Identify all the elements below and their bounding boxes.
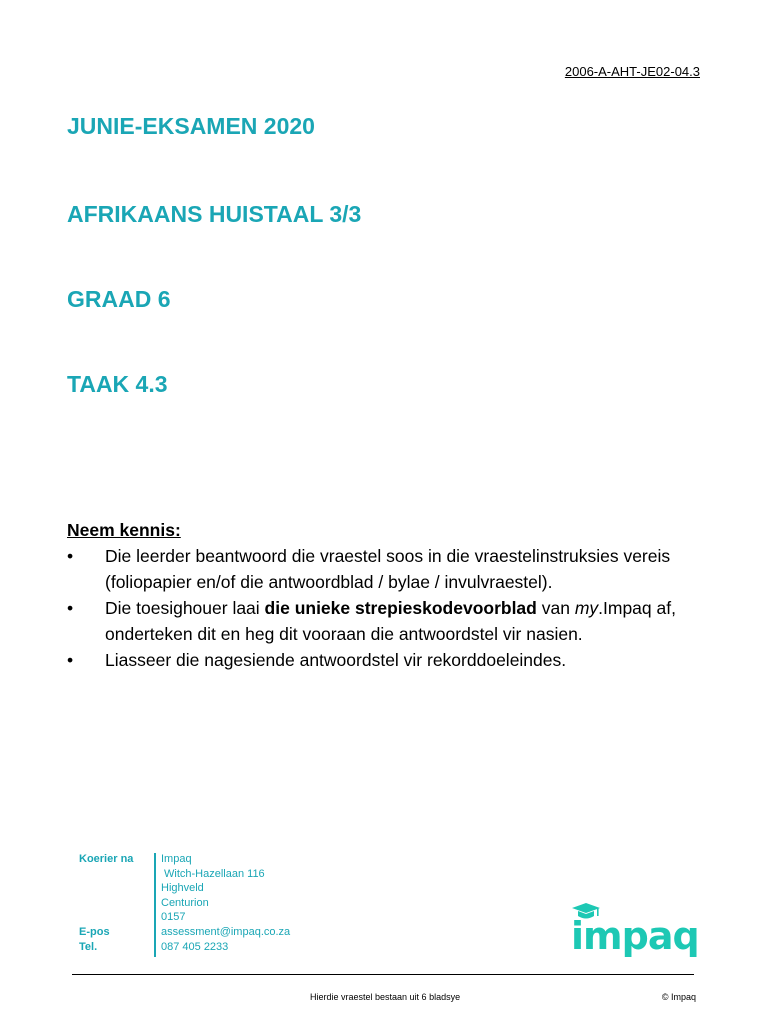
contact-values bbox=[161, 852, 361, 954]
list-item bbox=[67, 543, 707, 595]
address-line: Centurion bbox=[161, 896, 209, 909]
copyright: © Impaq bbox=[661, 992, 696, 1002]
note-text-pre: Die toesighouer laai bbox=[105, 598, 265, 618]
note-text-italic: my bbox=[574, 598, 599, 618]
notes-list bbox=[67, 543, 707, 673]
address-line: Highveld bbox=[161, 882, 204, 895]
impaq-logo bbox=[571, 902, 699, 962]
courier-label: Koerier na bbox=[79, 853, 134, 865]
exam-title: JUNIE-EKSAMEN 2020 bbox=[67, 113, 315, 139]
contact-labels bbox=[79, 852, 149, 954]
footer-divider bbox=[72, 974, 694, 975]
tel-label: Tel. bbox=[79, 940, 98, 953]
bullet: • bbox=[67, 598, 74, 618]
grade-title: GRAAD 6 bbox=[67, 286, 171, 312]
notes-section bbox=[67, 517, 707, 673]
address-line: Impaq bbox=[161, 853, 192, 865]
address-line: 0157 bbox=[161, 911, 186, 924]
task-title: TAAK 4.3 bbox=[67, 371, 168, 397]
list-item bbox=[67, 647, 707, 673]
subject-title: AFRIKAANS HUISTAAL 3/3 bbox=[67, 201, 362, 227]
email-label: E-pos bbox=[79, 925, 110, 938]
reference-code: 2006-A-AHT-JE02-04.3 bbox=[564, 64, 700, 79]
note-text-mid: van bbox=[536, 598, 575, 618]
list-item bbox=[67, 595, 707, 647]
page-count-note: Hierdie vraestel bestaan uit 6 bladsye bbox=[310, 992, 461, 1002]
address-line: Witch-Hazellaan 116 bbox=[164, 867, 265, 880]
bullet: • bbox=[67, 546, 74, 566]
note-text: Die leerder beantwoord die vraestel soos in die vraestelinstruksies vereis (foliopapier en/of die antwoordblad / bylae / invulvraestel). bbox=[105, 546, 671, 592]
notes-title: Neem kennis: bbox=[67, 520, 181, 540]
divider bbox=[154, 853, 156, 957]
note-text-post: .Impaq af, onderteken dit en heg dit vooraan die antwoordstel vir nasien. bbox=[105, 598, 676, 644]
email-link[interactable]: assessment@impaq.co.za bbox=[161, 925, 291, 938]
note-text-bold: die unieke strepieskodevoorblad bbox=[264, 598, 537, 618]
bullet: • bbox=[67, 650, 74, 670]
note-text: Liasseer die nagesiende antwoordstel vir rekorddoeleindes. bbox=[105, 650, 567, 670]
logo-text: impaq bbox=[571, 914, 699, 958]
tel-number: 087 405 2233 bbox=[161, 940, 229, 953]
